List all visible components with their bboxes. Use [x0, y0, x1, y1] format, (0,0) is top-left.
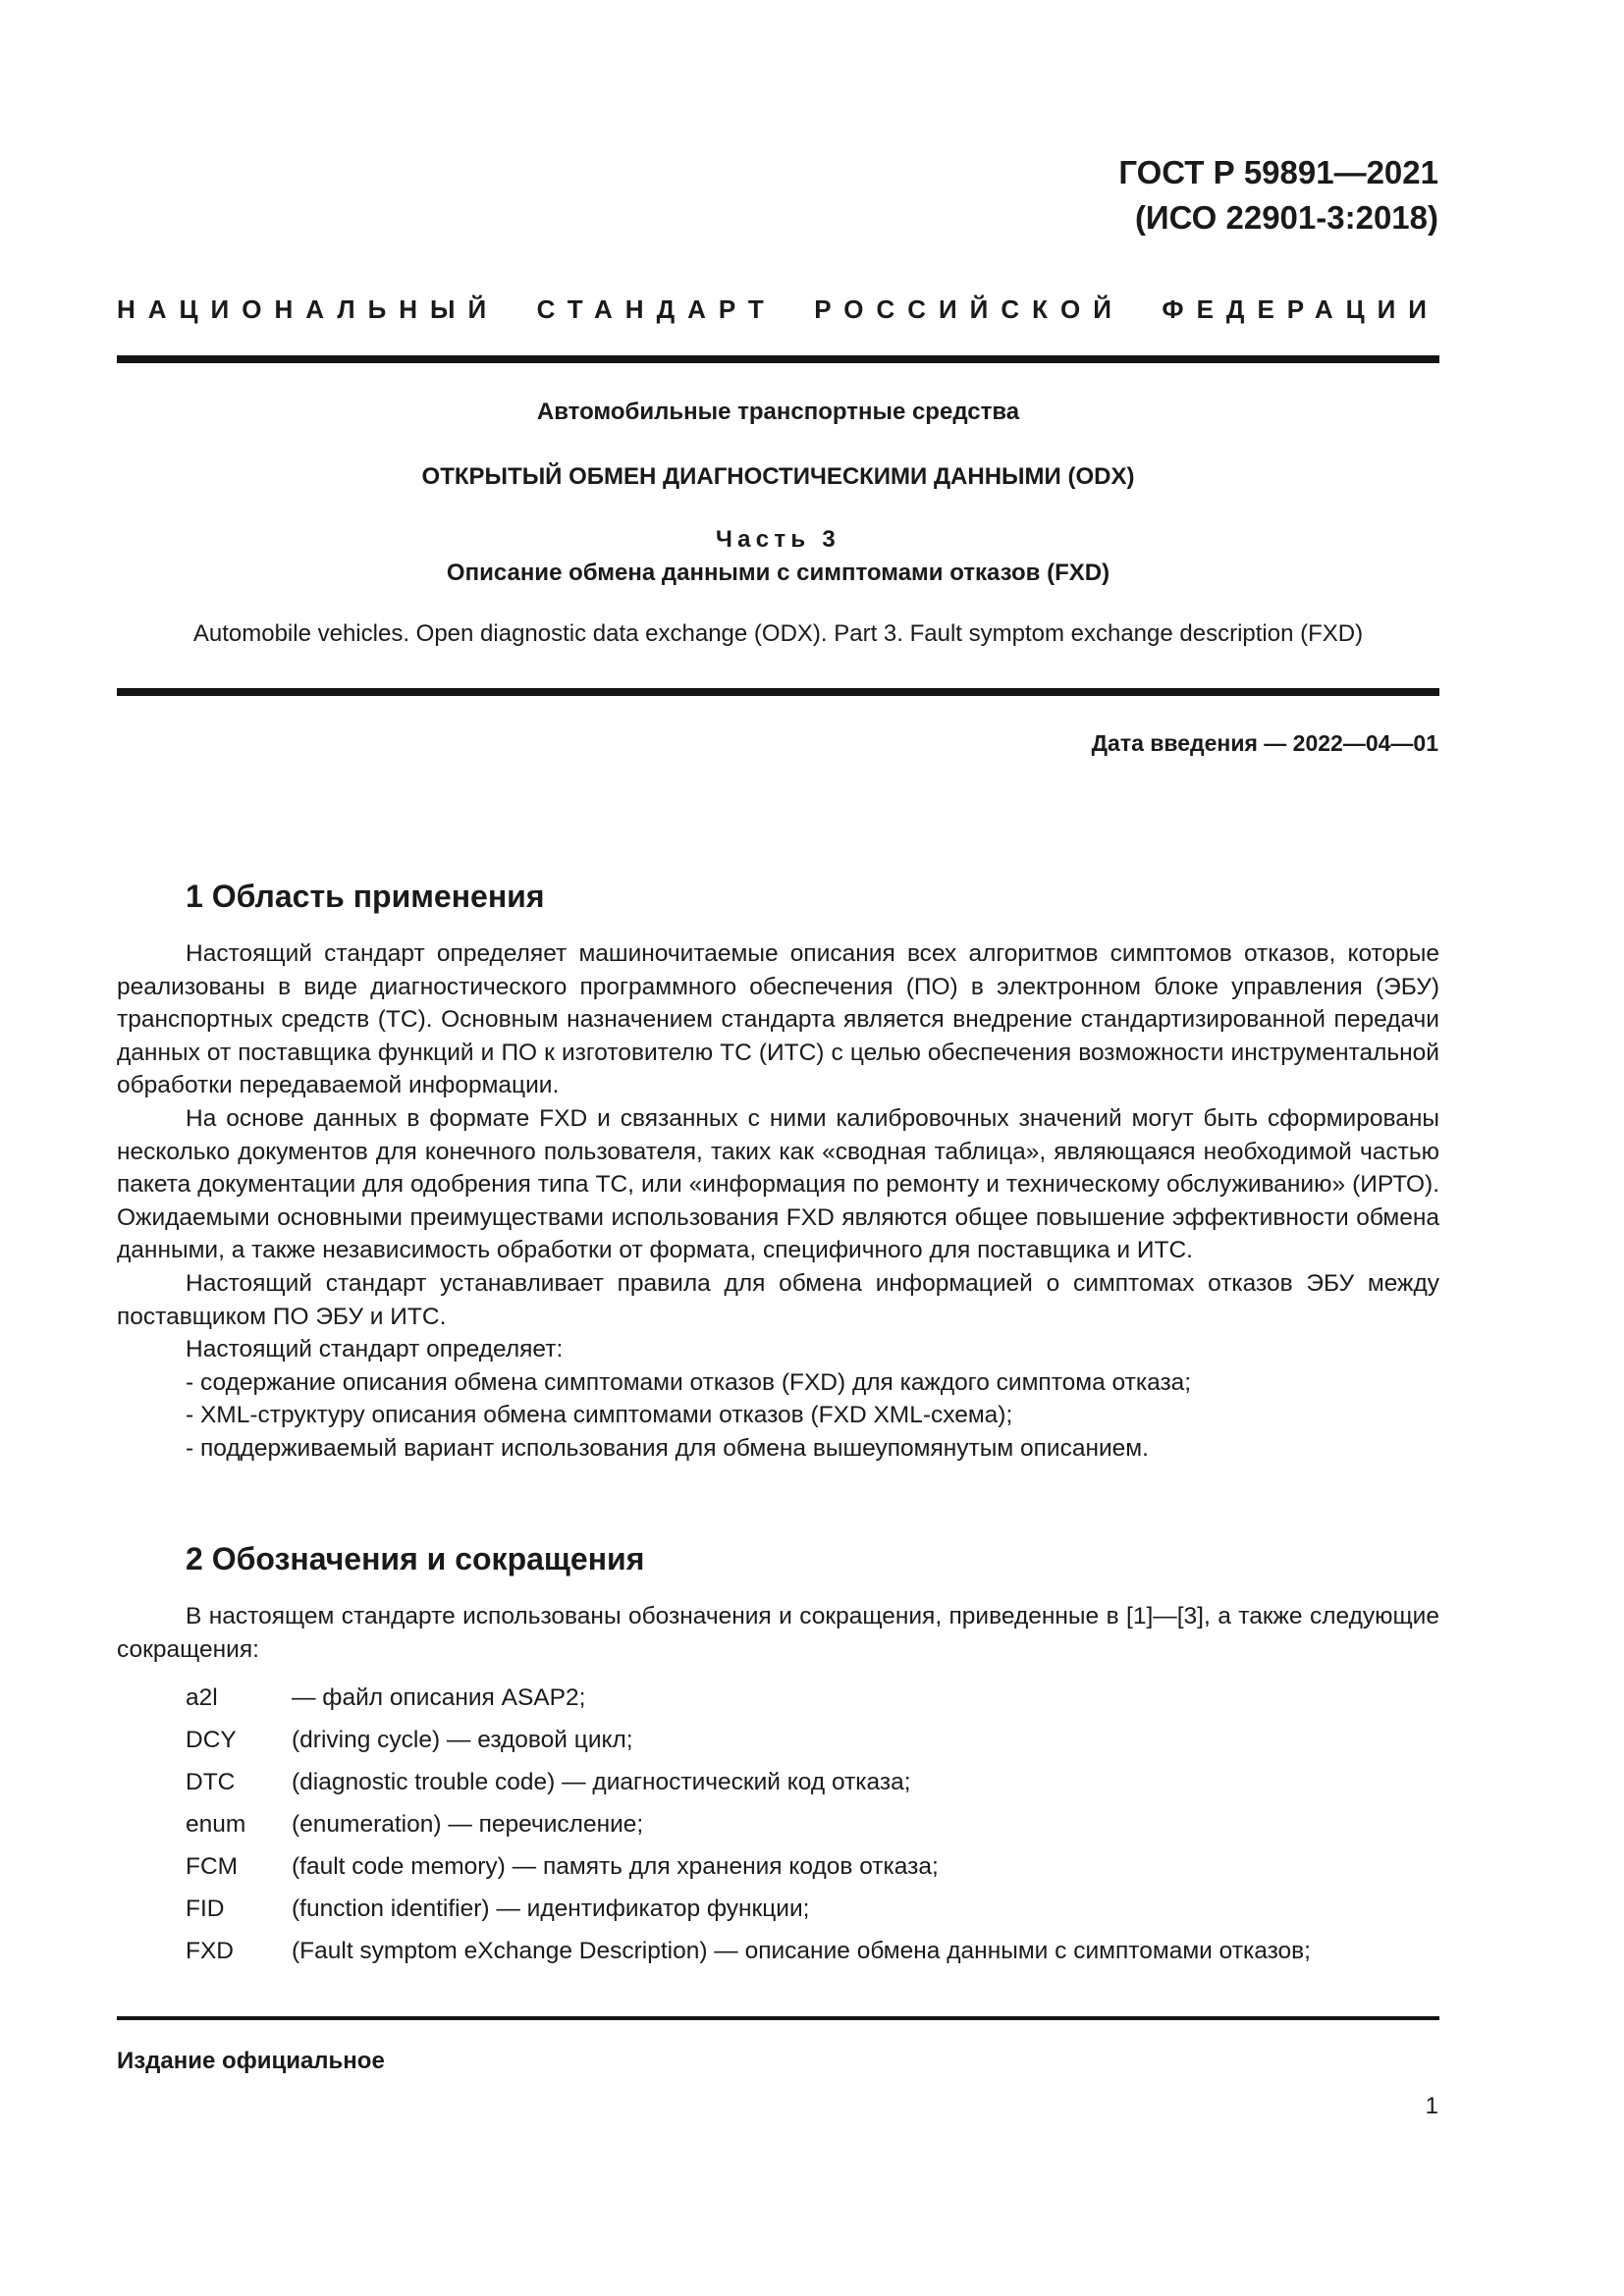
paragraph: Настоящий стандарт определяет машиночитаемые описания всех алгоритмов симптомов отказов, которые реализованы в виде диагностического программного обеспечения (ПО) в электронном блоке управления (ЭБУ) транспортных средств (ТС). Основным назначением стандарта является внедрение стандартизированной передачи данных от поставщика функций и ПО к изготовителю ТС (ИТС) с целью обеспечения возможности инструментальной обработки передаваемой информации.	[117, 940, 1439, 1099]
document-part-title: Описание обмена данными с симптомами отказов (FXD)	[446, 560, 1110, 586]
page-number: 1	[1425, 2093, 1438, 2119]
paragraph: Настоящий стандарт определяет:	[186, 1336, 564, 1363]
section-2-heading: 2 Обозначения и сокращения	[186, 1541, 645, 1576]
abbreviation-term: FCM	[186, 1852, 239, 1880]
introduction-date: Дата введения — 2022—04—01	[1091, 730, 1438, 756]
section-2-intro	[117, 1600, 1439, 1666]
abbreviation-row	[186, 1930, 1311, 1972]
header-rule-top	[117, 355, 1439, 363]
abbreviation-definition: (Fault symptom eXchange Description) — описание обмена данными с симптомами отказов;	[292, 1937, 1311, 1964]
abbreviation-definition: (enumeration) — перечисление;	[292, 1810, 644, 1838]
abbreviation-definition: (function identifier) — идентификатор функции;	[292, 1895, 810, 1922]
english-title: Automobile vehicles. Open diagnostic data exchange (ODX). Part 3. Fault symptom exchange description (FXD)	[192, 620, 1364, 647]
official-edition-label: Издание официальное	[117, 2048, 385, 2074]
document-main-title: ОТКРЫТЫЙ ОБМЕН ДИАГНОСТИЧЕСКИМИ ДАННЫМИ (ODX)	[421, 463, 1135, 490]
abbreviation-term: FXD	[186, 1937, 234, 1964]
standard-designation	[1118, 150, 1438, 240]
list-item: - содержание описания обмена симптомами отказов (FXD) для каждого симптома отказа;	[186, 1368, 1192, 1396]
designation-iso: (ИСО 22901-3:2018)	[1134, 199, 1438, 236]
abbreviation-row	[186, 1719, 1311, 1761]
abbreviation-row	[186, 1761, 1311, 1803]
header-rule-bottom	[117, 688, 1439, 696]
designation-gost: ГОСТ Р 59891—2021	[1118, 154, 1438, 190]
abbreviation-definition: (fault code memory) — память для хранения кодов отказа;	[292, 1852, 939, 1880]
abbreviation-term: enum	[186, 1810, 246, 1838]
abbreviation-term: FID	[186, 1895, 225, 1922]
paragraph: Настоящий стандарт устанавливает правила для обмена информацией о симптомах отказов ЭБУ между поставщиком ПО ЭБУ и ИТС.	[117, 1269, 1439, 1330]
abbreviation-definition: (diagnostic trouble code) — диагностический код отказа;	[292, 1768, 911, 1795]
national-standard-title: НАЦИОНАЛЬНЫЙ СТАНДАРТ РОССИЙСКОЙ ФЕДЕРАЦИИ	[117, 294, 1439, 324]
abbreviation-term: DCY	[186, 1726, 237, 1753]
paragraph: В настоящем стандарте использованы обозначения и сокращения, приведенные в [1]—[3], а также следующие сокращения:	[117, 1603, 1439, 1663]
section-1-heading: 1 Область применения	[186, 879, 545, 914]
list-item: - поддерживаемый вариант использования для обмена вышеупомянутым описанием.	[186, 1434, 1149, 1462]
abbreviation-term: a2l	[186, 1683, 218, 1711]
abbreviation-row	[186, 1803, 1311, 1845]
abbreviation-definition: (driving cycle) — ездовой цикл;	[292, 1726, 633, 1753]
document-part: Часть 3	[715, 526, 841, 553]
abbreviation-row	[186, 1845, 1311, 1888]
list-item: - XML-структуру описания обмена симптомами отказов (FXD XML-схема);	[186, 1402, 1013, 1429]
document-subtitle: Автомобильные транспортные средства	[536, 399, 1020, 425]
abbreviation-term: DTC	[186, 1768, 236, 1795]
footer-rule	[117, 2016, 1439, 2020]
abbreviation-definition: — файл описания ASAP2;	[292, 1683, 586, 1711]
abbreviation-row	[186, 1677, 1311, 1719]
abbreviation-list	[186, 1677, 1311, 1972]
section-1-body	[117, 937, 1439, 1466]
abbreviation-row	[186, 1888, 1311, 1930]
paragraph: На основе данных в формате FXD и связанных с ними калибровочных значений могут быть сформированы несколько документов для конечного пользователя, таких как «сводная таблица», являющаяся необходимой частью пакета документации для одобрения типа ТС, или «информация по ремонту и техническому обслуживанию» (ИРТО). Ожидаемыми основными преимуществами использования FXD являются общее повышение эффективности обмена данными, а также независимость обработки от формата, специфичного для поставщика и ИТС.	[117, 1104, 1439, 1264]
